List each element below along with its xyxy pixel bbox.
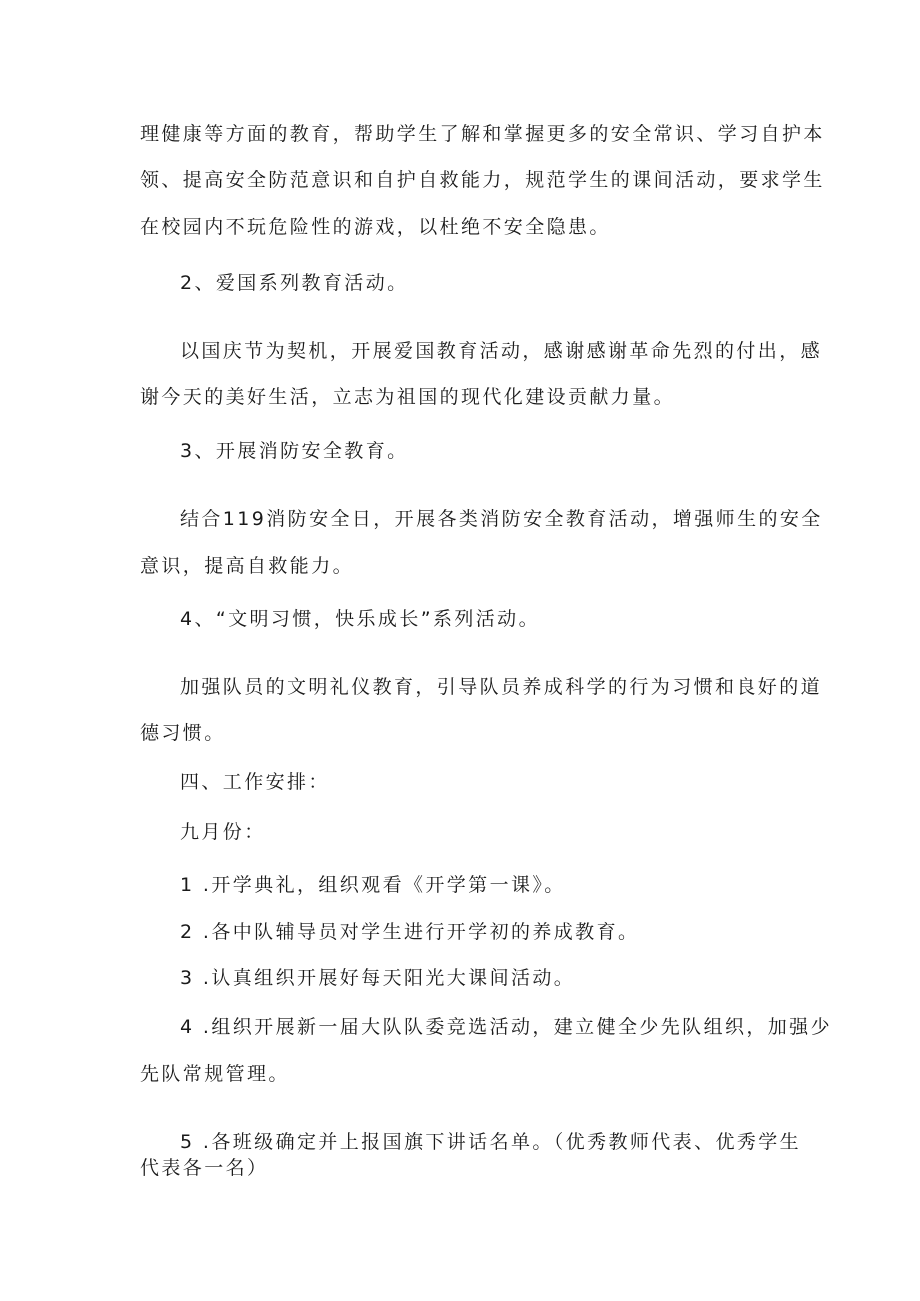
section-heading: 2、爱国系列教育活动。 bbox=[180, 272, 409, 294]
section-heading: 3、开展消防安全教育。 bbox=[180, 440, 409, 462]
paragraph-line: 加强队员的文明礼仪教育，引导队员养成科学的行为习惯和良好的道 bbox=[180, 676, 823, 698]
paragraph-line: 理健康等方面的教育，帮助学生了解和掌握更多的安全常识、学习自护本 bbox=[140, 123, 825, 145]
section-title: 四、工作安排： bbox=[180, 771, 330, 793]
list-item: 1 .开学典礼，组织观看《开学第一课》。 bbox=[180, 874, 566, 896]
paragraph-line: 在校园内不玩危险性的游戏，以杜绝不安全隐患。 bbox=[140, 216, 611, 238]
list-item-continuation: 代表各一名） bbox=[140, 1157, 269, 1179]
paragraph-line: 以国庆节为契机，开展爱国教育活动，感谢感谢革命先烈的付出，感 bbox=[180, 340, 823, 362]
month-title: 九月份： bbox=[180, 821, 266, 843]
paragraph-line: 德习惯。 bbox=[140, 722, 226, 744]
paragraph-line: 意识，提高自救能力。 bbox=[140, 555, 355, 577]
list-item: 2 .各中队辅导员对学生进行开学初的养成教育。 bbox=[180, 921, 640, 943]
paragraph-line: 结合119消防安全日，开展各类消防安全教育活动，增强师生的安全 bbox=[180, 508, 823, 530]
paragraph-line: 领、提高安全防范意识和自护自救能力，规范学生的课间活动，要求学生 bbox=[140, 169, 825, 191]
paragraph-line: 谢今天的美好生活，立志为祖国的现代化建设贡献力量。 bbox=[140, 386, 676, 408]
list-item-continuation: 先队常规管理。 bbox=[140, 1063, 290, 1085]
section-heading: 4、“文明习惯，快乐成长”系列活动。 bbox=[180, 608, 540, 630]
list-item: 3 .认真组织开展好每天阳光大课间活动。 bbox=[180, 967, 576, 989]
list-item: 4 .组织开展新一届大队队委竞选活动，建立健全少先队组织，加强少 bbox=[180, 1016, 832, 1038]
list-item: 5 .各班级确定并上报国旗下讲话名单。（优秀教师代表、优秀学生 bbox=[180, 1131, 802, 1153]
